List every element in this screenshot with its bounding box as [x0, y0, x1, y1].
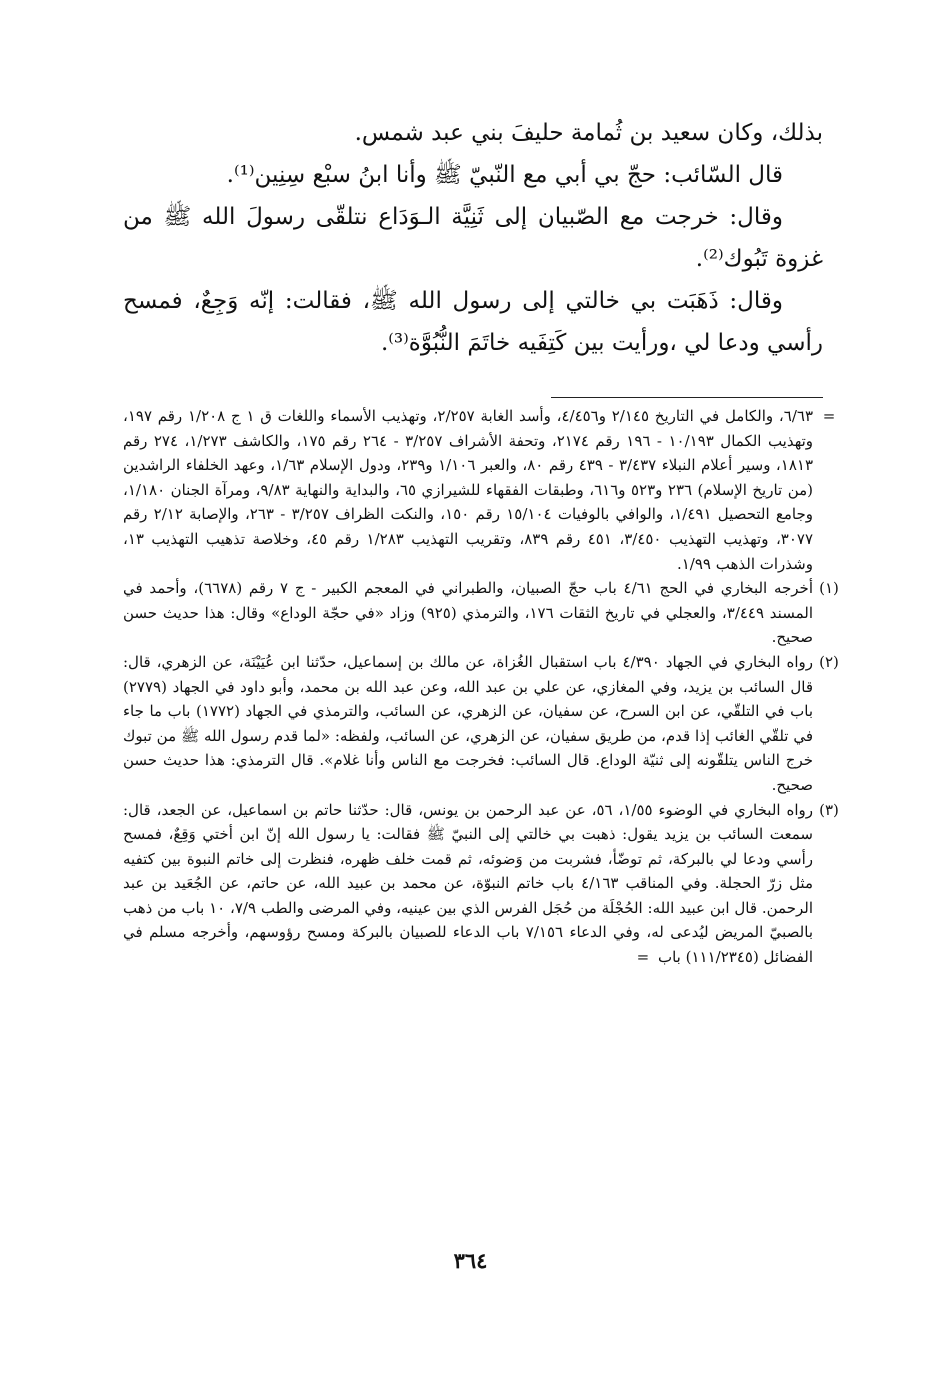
- page-number: ٣٦٤: [453, 1248, 488, 1273]
- footnote-text: رواه البخاري في الجهاد ٤/٣٩٠ باب استقبال الغُزاة، عن مالك بن إسماعيل، حدّثنا ابن عُيَيْنَة، عن الزهري، قال: قال السائب بن يزيد، وفي المغازي، عن علي بن عبد الله، وعن عبد الله بن محمد، وأبو داود في الجهاد (٢٧٧٩) باب في التلقّي، عن ابن السرح، عن سفيان، عن الزهري، عن السائب، والترمذي في الجهاد (١٧٧٢) باب ما جاء في تلقّي الغائب إذا قدم، من طريق سفيان، عن الزهري، عن السائب، ولفظه: «لما قدم رسول الله ﷺ من تبوك خرج الناس يتلقّونه إلى ثنيّة الوداع. قال السائب: فخرجت مع الناس وأنا غلام». قال الترمذي: هذا حديث حسن صحيح.: [123, 652, 813, 794]
- footnote-continue-mark: =: [636, 948, 650, 967]
- footnote-continued: [123, 404, 843, 576]
- footnote-2: [123, 650, 843, 798]
- footnote-3: [123, 798, 843, 970]
- main-line-1: بذلك، وكان سعيد بن ثُمامة حليفَ بني عبد شمس.: [354, 120, 823, 146]
- footnote-text: أخرجه البخاري في الحج ٤/٦١ باب حجّ الصبيان، والطبراني في المعجم الكبير - ج ٧ رقم (٦٦٧٨)، وأحمد في المسند ٣/٤٤٩، والعجلي في تاريخ الثقات ١٧٦، والترمذي (٩٢٥) وزاد «في حجّة الوداع» وقال: هذا حديث حسن صحيح.: [123, 579, 814, 647]
- footnote-divider: [551, 397, 823, 398]
- main-paragraph-3: وقال: خرجت مع الصّبيان إلى ثَنِيَّة الـوَدَاع نتلقّى رسولَ الله ﷺ من غزوة تَبُوك⁽²⁾.: [123, 204, 823, 272]
- footnote-text: رواه البخاري في الوضوء ١/٥٥، ٥٦، عن عبد الرحمن بن يونس، قال: حدّثنا حاتم بن اسماعيل، عن الجعد، قال: سمعت السائب بن يزيد يقول: ذهبت بي خالتي إلى النبيّ ﷺ فقالت: يا رسول الله إنّ ابن أختي وَقِعٌ، فمسح رأسي ودعا لي بالبركة، ثم توضّأ، فشربت من وَضوئه، ثم قمت خلف ظهره، فنظرت إلى خاتم النبوة بين كتفيه مثل زرّ الحجلة. وفي المناقب ٤/١٦٣ باب خاتم النبوّة، عن محمد بن عبيد الله، عن حاتم، عن الجُعَيد بن عبد الرحمن. قال ابن عبيد الله: الحُجْلَة من حُجَل الفرس الذي بين عينيه، وفي المرضى والطب ٧/٩، ١٠ باب من ذهب بالصبيّ المريض ليُدعى له، وفي الدعاء ٧/١٥٦ باب الدعاء للصبيان بالبركة ومسح رؤوسهم، وأخرجه مسلم في الفضائل (١١١/٢٣٤٥) باب: [123, 800, 813, 967]
- footnote-text: ٦/٦٣، والكامل في التاريخ ٢/١٤٥ و٤/٤٥٦، وأسد الغابة ٢/٢٥٧، وتهذيب الأسماء واللغات ق ١ ج ١/٢٠٨ رقم ١٩٧، وتهذيب الكمال ١٠/١٩٣ - ١٩٦ رقم ٢١٧٤، وتحفة الأشراف ٣/٢٥٧ - ٢٦٤ رقم ١٧٥، والكاشف ١/٢٧٣، ٢٧٤ رقم ١٨١٣، وسير أعلام النبلاء ٣/٤٣٧ - ٤٣٩ رقم ٨٠، والعبر ١/١٠٦ و٢٣٩، ودول الإسلام ١/٦٣، وعهد الخلفاء الراشدين (من تاريخ الإسلام) ٢٣٦ و٥٢٣ و٦١٦، وطبقات الفقهاء للشيرازي ٦٥، والبداية والنهاية ٩/٨٣، ومرآة الجنان ١/١٨٠، وجامع التحصيل ١/٤٩١، والوافي بالوفيات ١٥/١٠٤ رقم ١٥٠، والنكت الظراف ٣/٢٥٧ - ٢٦٣، والإصابة ٢/١٢ رقم ٣٠٧٧، وتهذيب التهذيب ٣/٤٥٠، ٤٥١ رقم ٨٣٩، وتقريب التهذيب ١/٢٨٣ رقم ٤٥، وخلاصة تذهيب التهذيب ١٣، وشذرات الذهب ١/٩٩.: [123, 407, 814, 573]
- footnote-1: [123, 576, 843, 650]
- main-text: [123, 112, 823, 364]
- main-paragraph-2: قال السّائب: حجّ بي أبي مع النّبيّ ﷺ وأنا ابنُ سبْع سِنِين⁽¹⁾.: [226, 162, 783, 188]
- footnotes: [123, 404, 843, 970]
- footnote-marker: (٣): [819, 800, 839, 819]
- footnote-marker: (١): [819, 579, 839, 598]
- main-paragraph-4: وقال: ذَهَبَت بي خالتي إلى رسول الله ﷺ، فقالت: إنّه وَجِعٌ، فمسح رأسي ودعا لي ،ورأيت بين كَتِفَيه خاتَمَ النُّبُوَّة⁽³⁾.: [123, 288, 823, 356]
- footnote-marker: (٢): [819, 652, 839, 671]
- footnote-marker: =: [822, 407, 836, 425]
